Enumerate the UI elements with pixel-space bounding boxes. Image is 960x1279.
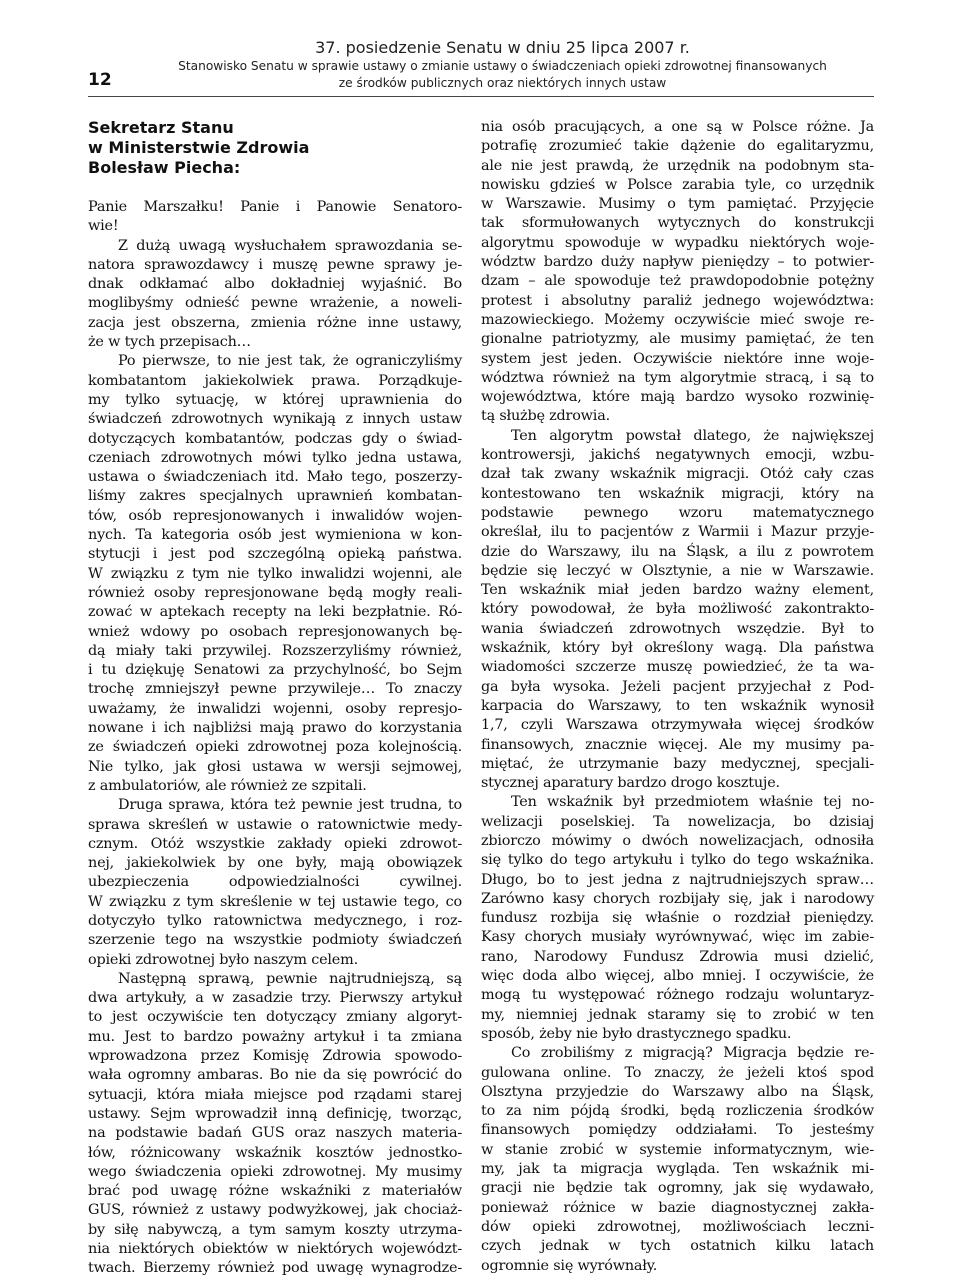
speaker-ministry: w Ministerstwie Zdrowia: [88, 138, 310, 157]
text-line: ponieważ różnice w bazie diagnostycznej zakła-: [481, 1199, 874, 1216]
text-line: ale nie jest prawdą, że urzędnik na podobnym sta-: [481, 157, 874, 174]
text-line: ustawa o świadczeniach itd. Mało tego, poszerzy-: [88, 469, 462, 486]
text-line: dów opieki zdrowotnej, możliwościach leczni-: [481, 1218, 874, 1235]
text-line: GUS, również z ustawy podwyżkowej, jak chociaż-: [88, 1202, 462, 1219]
text-line: wała ogromny ambaras. Bo nie da się powrócić do: [88, 1067, 462, 1084]
text-line: finansowych, znacznie więcej. Ale my musimy pa-: [481, 736, 874, 753]
text-line: dzał tak zwany wskaźnik migracji. Otóż cały czas: [481, 466, 874, 483]
text-line: stytucji i jest pod szczególną opieką państwa.: [88, 546, 462, 563]
text-line: gulowana online. To znaczy, że jeżeli ktoś spod: [481, 1064, 874, 1081]
text-line: sprawa skreśleń w ustawie o ratownictwie medy-: [88, 816, 462, 833]
text-line: W związku z tym nie tylko inwalidzi wojenni, ale: [88, 565, 462, 582]
text-line: kontrowersji, jakichś negatywnych emocji, wzbu-: [481, 447, 874, 464]
text-line: podstawie pewnego wzoru matematycznego: [481, 504, 874, 521]
text-line: to za nim pójdą środki, będą rozliczenia środków: [481, 1103, 874, 1120]
text-line: liśmy zakres specjalnych uprawnień kombatan-: [88, 488, 462, 505]
text-line: zbiorczo mówimy o dwóch nowelizacjach, odnosiła: [481, 832, 874, 849]
text-line: nia osób pracujących, a one są w Polsce różne. Ja: [481, 119, 874, 135]
text-line: Druga sprawa, która też pewnie jest trudna, to: [118, 797, 462, 814]
text-line: czych jednak w tych ostatnich kilku latach: [481, 1238, 874, 1255]
text-line: karpacia do Warszawy, to ten wskaźnik wynosił: [481, 697, 874, 714]
text-line: kombatantom jakiekolwiek prawa. Porządkuje-: [88, 372, 462, 389]
text-line: dotyczyło tylko ratownictwa medycznego, i roz-: [88, 912, 462, 929]
text-line: brać pod uwagę różne wskaźniki z materiałów: [88, 1183, 462, 1200]
text-line: rano, Narodowy Fundusz Zdrowia musi dzielić,: [481, 948, 874, 965]
text-line: fundusz rozbija się właśnie o rozdział pieniędzy.: [481, 910, 874, 927]
text-line: określał, ilu to pacjentów z Warmii i Mazur przyje-: [481, 524, 874, 541]
text-line: sytuacji, która miała miejsce pod rządami starej: [88, 1086, 462, 1103]
text-line: welizacji poselskiej. Ta nowelizacja, bo dzisiaj: [481, 813, 874, 830]
running-header: [130, 38, 875, 92]
text-line: cznym. Otóż wszystkie zakłady opieki zdrowot-: [88, 835, 462, 852]
text-line: ze świadczeń opieki zdrowotnej poza kolejnością.: [88, 739, 462, 756]
text-line: szerzenie tego na wszystkie podmioty świadczeń: [88, 932, 462, 949]
text-line: moglibyśmy odnieść pewne wrażenie, a noweli-: [88, 295, 462, 312]
text-line: który powodował, że była możliwość zakontrakto-: [481, 601, 874, 618]
text-line: gionalne patriotyzmy, ale musimy pamiętać, że ten: [481, 331, 874, 348]
text-line: Długo, bo to jest jedna z najtrudniejszych spraw…: [481, 871, 874, 888]
text-line: nowane i ich najbliżsi mają prawo do korzystania: [88, 720, 462, 737]
text-line: czeniach zdrowotnych mówi tylko jedna ustawa,: [88, 449, 462, 466]
text-line: Nie tylko, jak głosi ustawa w wersji sejmowej,: [88, 758, 462, 775]
text-line: nia niektórych obiektów w niektórych województ-: [88, 1241, 462, 1258]
text-line: ubezpieczenia odpowiedzialności cywilnej.: [88, 874, 462, 891]
text-line: będzie się leczyć w Olsztynie, a nie w Warszawie.: [481, 562, 874, 579]
right-column: [481, 118, 874, 1276]
text-line: uważamy, że inwalidzi wojenni, osoby represjo-: [88, 700, 462, 717]
text-line: dzam – ale spowoduje też prawdopodobnie potężny: [481, 273, 874, 290]
text-line: mazowieckiego. Możemy oczywiście mieć swoje re-: [481, 311, 874, 328]
text-line: dnak odkłamać albo dokładniej wyjaśnić. Bo: [88, 276, 462, 293]
speaker-title: Sekretarz Stanu: [88, 118, 234, 137]
text-line: dotyczących kombatantów, podczas gdy o świad-: [88, 430, 462, 447]
text-line: województwa, które mają bardzo wysoko rozwinię-: [481, 389, 874, 406]
page-number: 12: [88, 70, 112, 90]
header-rule: [88, 96, 874, 97]
text-line: stycznej aparatury bardzo drogo kosztuje.: [481, 775, 780, 792]
text-line: zować w aptekach recepty na leki bezpłatnie. Ró-: [88, 604, 462, 621]
text-line: wództwa również na tym algorytmie stracą, i są to: [481, 369, 874, 386]
header-subtitle-line-1: Stanowisko Senatu w sprawie ustawy o zmianie ustawy o świadczeniach opieki zdrowotnej finansowanych: [178, 59, 827, 73]
text-line: by siłę nabywczą, a tym samym koszty utrzyma-: [88, 1221, 462, 1238]
text-line: świadczeń zdrowotnych wynikają z innych ustaw: [88, 411, 462, 428]
text-line: gracji nie będzie tak ogromny, jak się wydawało,: [481, 1180, 874, 1197]
text-line: sposób, żeby nie było drastycznego spadku.: [481, 1025, 792, 1042]
text-line: kontestowano ten wskaźnik migracji, który na: [481, 485, 874, 502]
text-line: finansowych pomiędzy oddziałami. To jesteśmy: [481, 1122, 874, 1139]
text-line: wego świadczenia opieki zdrowotnej. My musimy: [88, 1163, 462, 1180]
text-line: trochę zmniejszył pewne przywileje… To znaczy: [88, 681, 462, 698]
text-line: potrafię zrozumieć takie dążenie do egalitaryzmu,: [481, 138, 874, 155]
text-line: wprowadzona przez Komisję Zdrowia spowodo-: [88, 1048, 462, 1065]
text-line: mu. Jest to bardzo poważny artykuł i ta zmiana: [88, 1028, 462, 1045]
text-line: Panie Marszałku! Panie i Panowie Senatoro-: [88, 199, 462, 215]
text-line: tak sformułowanych wytycznych do konstrukcji: [481, 215, 874, 232]
text-line: ustawy. Sejm wprowadził inną definicję, tworząc,: [88, 1105, 462, 1122]
text-line: na podstawie badań GUS oraz naszych materia-: [88, 1125, 462, 1142]
text-line: wnież wdowy po osobach represjonowanych bę-: [88, 623, 462, 640]
text-line: to jest oczywiście ten dotyczący zmiany algoryt-: [88, 1009, 462, 1026]
text-line: Po pierwsze, to nie jest tak, że ograniczyliśmy: [118, 353, 462, 370]
text-line: również osoby represjonowane będą mogły reali-: [88, 584, 462, 601]
text-line: Ten algorytm powstał dlatego, że największej: [511, 427, 874, 444]
text-line: system jest jeden. Oczywiście niektóre inne woje-: [481, 350, 874, 367]
text-line: Co zrobiliśmy z migracją? Migracja będzie re-: [511, 1045, 874, 1062]
header-subtitle-line-2: ze środków publicznych oraz niektórych innych ustaw: [338, 76, 667, 90]
left-column: [88, 118, 462, 1279]
text-line: my, niemniej jednak staramy się to zrobić w ten: [481, 1006, 874, 1023]
text-line: Zarówno kasy chorych rozbijały się, jak i narodowy: [481, 890, 874, 907]
text-line: łów, różnicowany wskaźnik kosztów jednostko-: [88, 1144, 462, 1161]
header-title: 37. posiedzenie Senatu w dniu 25 lipca 2007 r.: [315, 38, 690, 57]
text-line: ogromnie się wyrównały.: [481, 1257, 658, 1274]
speaker-name: Bolesław Piecha:: [88, 158, 241, 177]
text-line: my tylko sytuację, w której uprawnienia do: [88, 391, 462, 408]
text-line: wania świadczeń zdrowotnych wszędzie. Był to: [481, 620, 874, 637]
text-line: Ten wskaźnik był przedmiotem właśnie tej no-: [511, 794, 874, 811]
text-line: algorytmu spowoduje w wypadku niektórych woje-: [481, 234, 874, 251]
text-line: wiadomości szczerze muszę powiedzieć, że ta wa-: [481, 659, 874, 676]
text-line: Następną sprawą, pewnie najtrudniejszą, są: [118, 970, 462, 987]
text-line: dą miały taki przywilej. Rozszerzyliśmy również,: [88, 642, 462, 659]
text-line: Ten wskaźnik miał jeden bardzo ważny element,: [481, 582, 874, 599]
text-line: i tu dziękuję Senatowi za przychylność, bo Sejm: [88, 662, 462, 679]
text-line: my, jak ta migracja wygląda. Ten wskaźnik mi-: [481, 1161, 874, 1178]
text-line: nej, jakiekolwiek by one były, mają obowiązek: [88, 855, 462, 872]
text-line: W związku z tym skreślenie w tej ustawie tego, co: [88, 893, 462, 910]
text-line: mogą tu występować różnego rodzaju woluntaryz-: [481, 987, 874, 1004]
text-line: w stanie zrobić w systemie informatycznym, wie-: [481, 1141, 874, 1158]
text-line: nych. Ta kategoria osób jest wymieniona w kon-: [88, 527, 462, 544]
text-line: Kasy chorych musiały wyrównywać, więc im zabie-: [481, 929, 874, 946]
text-line: twach. Bierzemy również pod uwagę wynagrodze-: [88, 1260, 462, 1277]
text-line: ga była wysoka. Jeżeli pacjent przyjechał z Pod-: [481, 678, 874, 695]
text-line: dwa artykuły, a w zasadzie trzy. Pierwszy artykuł: [88, 990, 462, 1007]
text-line: tów, osób represjonowanych i inwalidów wojen-: [88, 507, 462, 524]
text-line: zacja jest obszerna, zmienia różne inne ustawy,: [88, 314, 462, 331]
text-line: się tylko do tego artykułu i tylko do tego wskaźnika.: [481, 852, 874, 869]
text-line: z ambulatoriów, ale również ze szpitali.: [88, 777, 367, 794]
text-line: że w tych przepisach…: [88, 334, 251, 351]
text-line: w Warszawie. Musimy o tym pamiętać. Przyjęcie: [481, 196, 874, 213]
text-line: wie!: [88, 218, 119, 235]
text-line: wskaźnik, który był określony wagą. Dla państwa: [481, 640, 874, 657]
text-line: Z dużą uwagą wysłuchałem sprawozdania se-: [118, 237, 462, 254]
text-line: więc doda albo więcej, albo mniej. I oczywiście, że: [481, 968, 874, 985]
text-line: Olsztyna przyjedzie do Warszawy albo na Śląsk,: [481, 1083, 874, 1100]
text-line: natora sprawozdawcy i muszę pewne sprawy je-: [88, 256, 462, 273]
text-line: miętać, że utrzymanie bazy medycznej, specjali-: [481, 755, 874, 772]
text-line: dzie do Warszawy, ilu na Śląsk, a ilu z powrotem: [481, 543, 874, 560]
text-line: opieki zdrowotnej było naszym celem.: [88, 951, 358, 968]
right-column-text: [481, 118, 874, 1276]
text-line: 1,7, czyli Warszawa otrzymywała więcej środków: [481, 717, 874, 734]
text-line: protest i absolutny paraliż jednego województwa:: [481, 292, 874, 309]
speaker-heading: [88, 118, 462, 178]
text-line: tą służbę zdrowia.: [481, 408, 610, 425]
left-column-text: [88, 198, 462, 1279]
text-line: wództw bardzo duży napływ pieniędzy – to potwier-: [481, 254, 874, 271]
text-line: nowisku gdzieś w Polsce zarabia tyle, co urzędnik: [481, 176, 874, 193]
